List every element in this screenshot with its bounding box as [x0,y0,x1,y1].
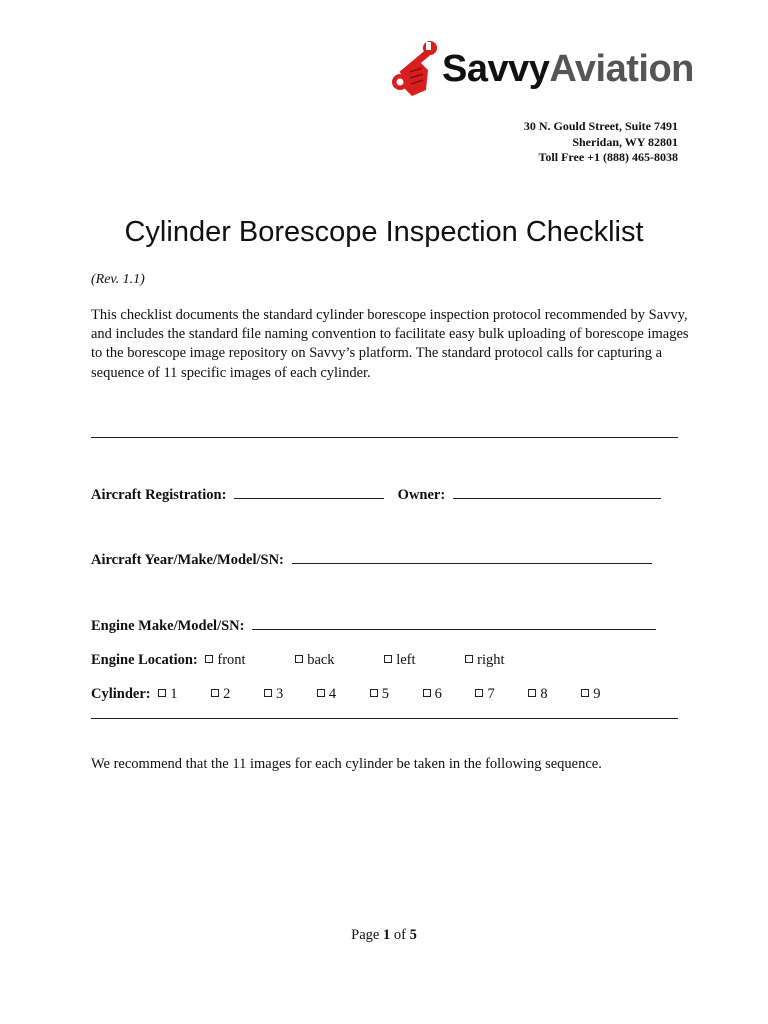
cylinder-option-8[interactable]: 8 [528,686,547,703]
page-number [0,927,768,944]
engine-location-label: Engine Location: [91,652,198,668]
owner-field[interactable] [453,486,661,499]
aircraft-registration-field[interactable] [234,486,384,499]
checkbox-icon [158,689,166,697]
cylinder-option-4[interactable]: 4 [317,686,336,703]
checkbox-icon [465,655,473,663]
engine-location-right[interactable]: right [465,652,504,669]
checkbox-icon [264,689,272,697]
address-city: Sheridan, WY 82801 [572,134,678,149]
aircraft-ymms-row [91,551,652,569]
checkbox-icon [475,689,483,697]
checkbox-icon [384,655,392,663]
engine-mms-row [91,617,656,635]
checkbox-icon [370,689,378,697]
engine-mms-label: Engine Make/Model/SN: [91,618,245,634]
divider-bottom [91,718,678,719]
cylinder-label: Cylinder: [91,686,151,702]
intro-paragraph: This checklist documents the standard cylinder borescope inspection protocol recommended by Savvy, and includes the standard file naming convention to facilitate easy bulk uploading of borescope images to the borescope image repository on Savvy’s platform. The standard protocol calls for capturing a sequence of 11 specific images of each cylinder. [91,307,689,381]
registration-owner-row [91,486,661,504]
wrench-fist-icon [390,40,440,98]
aircraft-ymms-field[interactable] [292,551,652,564]
address-street: 30 N. Gould Street, Suite 7491 [523,119,678,133]
company-address [524,119,678,166]
engine-location-back[interactable]: back [295,652,334,669]
checkbox-icon [423,689,431,697]
revision-label: (Rev. 1.1) [91,272,145,287]
checkbox-icon [205,655,213,663]
engine-location-row [91,652,505,669]
cylinder-option-3[interactable]: 3 [264,686,283,703]
recommendation-text: We recommend that the 11 images for each cylinder be taken in the following sequence. [91,756,602,772]
logo-wordmark [442,44,694,94]
savvy-aviation-logo [390,40,694,100]
checkbox-icon [295,655,303,663]
engine-location-front[interactable]: front [205,652,245,669]
cylinder-option-2[interactable]: 2 [211,686,230,703]
cylinder-option-1[interactable]: 1 [158,686,177,703]
cylinder-row [91,686,600,703]
engine-mms-field[interactable] [252,617,656,630]
cylinder-option-7[interactable]: 7 [475,686,494,703]
aircraft-registration-label: Aircraft Registration: [91,487,227,503]
page-current: 1 [382,927,391,943]
logo-text-savvy: Savvy [442,48,550,90]
owner-label: Owner: [397,487,446,503]
logo-text-aviation: Aviation [549,48,694,90]
page-of: of [393,927,406,943]
cylinder-option-6[interactable]: 6 [423,686,442,703]
page-word: Page [351,927,380,943]
checkbox-icon [581,689,589,697]
divider-top [91,437,678,438]
aircraft-ymms-label: Aircraft Year/Make/Model/SN: [91,552,284,568]
engine-location-left[interactable]: left [384,652,415,669]
checkbox-icon [211,689,219,697]
address-phone: Toll Free +1 (888) 465-8038 [538,150,678,164]
page-title: Cylinder Borescope Inspection Checklist [124,216,644,248]
page-total: 5 [409,927,417,943]
checkbox-icon [317,689,325,697]
cylinder-option-5[interactable]: 5 [370,686,389,703]
checkbox-icon [528,689,536,697]
cylinder-option-9[interactable]: 9 [581,686,600,703]
